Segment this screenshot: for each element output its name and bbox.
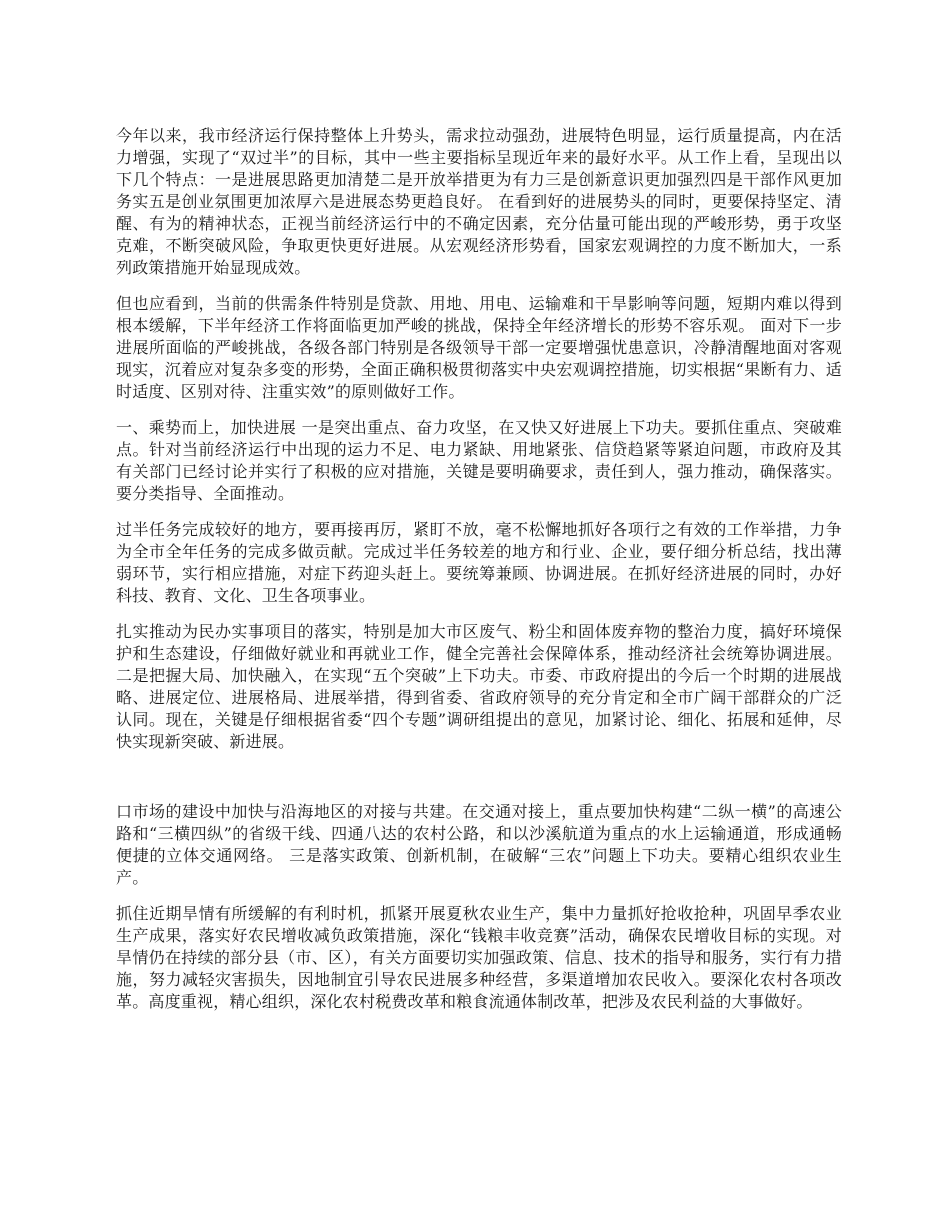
- paragraph-1: 今年以来，我市经济运行保持整体上升势头，需求拉动强劲，进展特色明显，运行质量提高，内在活力增强，实现了“双过半”的目标，其中一些主要指标呈现近年来的最好水平。从工作上看，呈现出以下几个特点：一是进展思路更加清楚二是开放举措更为有力三是创新意识更加强烈四是干部作风更加务实五是创业氛围更加浓厚六是进展态势更趋良好。 在看到好的进展势头的同时，更要保持坚定、清醒、有为的精神状态，正视当前经济运行中的不确定因素，充分估量可能出现的严峻形势，勇于攻坚克难，不断突破风险，争取更快更好进展。从宏观经济形势看，国家宏观调控的力度不断加大，一系列政策措施开始显现成效。: [116, 126, 842, 277]
- paragraph-6: 口市场的建设中加快与沿海地区的对接与共建。在交通对接上，重点要加快构建“二纵一横”的高速公路和“三横四纵”的省级干线、四通八达的农村公路，和以沙溪航道为重点的水上运输通道，形成通畅便捷的立体交通网络。 三是落实政策、创新机制，在破解“三农”问题上下功夫。要精心组织农业生产。: [116, 802, 842, 887]
- paragraph-2: 但也应看到，当前的供需条件特别是贷款、用地、用电、运输难和干旱影响等问题，短期内难以得到根本缓解，下半年经济工作将面临更加严峻的挑战，保持全年经济增长的形势不容乐观。 面对下一步进展所面临的严峻挑战，各级各部门特别是各级领导干部一定要增强忧患意识，冷静清醒地面对客观现实，沉着应对复杂多变的形势，全面正确积极贯彻落实中央宏观调控措施，切实根据“果断有力、适时适度、区别对待、注重实效”的原则做好工作。: [116, 294, 842, 401]
- section-gap: [116, 767, 842, 801]
- paragraph-4: 过半任务完成较好的地方，要再接再厉，紧盯不放，毫不松懈地抓好各项行之有效的工作举措，力争为全市全年任务的完成多做贡献。完成过半任务较差的地方和行业、企业，要仔细分析总结，找出薄弱环节，实行相应措施，对症下药迎头赶上。要统筹兼顾、协调进展。在抓好经济进展的同时，办好科技、教育、文化、卫生各项事业。: [116, 520, 842, 605]
- paragraph-5: 扎实推动为民办实事项目的落实，特别是加大市区废气、粉尘和固体废弃物的整治力度，搞好环境保护和生态建设，仔细做好就业和再就业工作，健全完善社会保障体系，推动经济社会统筹协调进展。 二是把握大局、加快融入，在实现“五个突破”上下功夫。市委、市政府提出的今后一个时期的进展战略、进展定位、进展格局、进展举措，得到省委、省政府领导的充分肯定和全市广阔干部群众的广泛认同。现在，关键是仔细根据省委“四个专题”调研组提出的意见，加紧讨论、细化、拓展和延伸，尽快实现新突破、新进展。: [116, 622, 842, 751]
- paragraph-7: 抓住近期旱情有所缓解的有利时机，抓紧开展夏秋农业生产，集中力量抓好抢收抢种，巩固早季农业生产成果，落实好农民增收减负政策措施，深化“钱粮丰收竞赛”活动，确保农民增收目标的实现。对旱情仍在持续的部分县（市、区），有关方面要切实加强政策、信息、技术的指导和服务，实行有力措施，努力减轻灾害损失，因地制宜引导农民进展多种经营，多渠道增加农民收入。要深化农村各项改革。高度重视，精心组织，深化农村税费改革和粮食流通体制改革，把涉及农民利益的大事做好。: [116, 904, 842, 1011]
- document-body: [116, 125, 842, 1027]
- paragraph-3: 一、乘势而上，加快进展 一是突出重点、奋力攻坚，在又快又好进展上下功夫。要抓住重点、突破难点。针对当前经济运行中出现的运力不足、电力紧缺、用地紧张、信贷趋紧等紧迫问题，市政府及其有关部门已经讨论并实行了积极的应对措施，关键是要明确要求，责任到人，强力推动，确保落实。要分类指导、全面推动。: [116, 418, 842, 503]
